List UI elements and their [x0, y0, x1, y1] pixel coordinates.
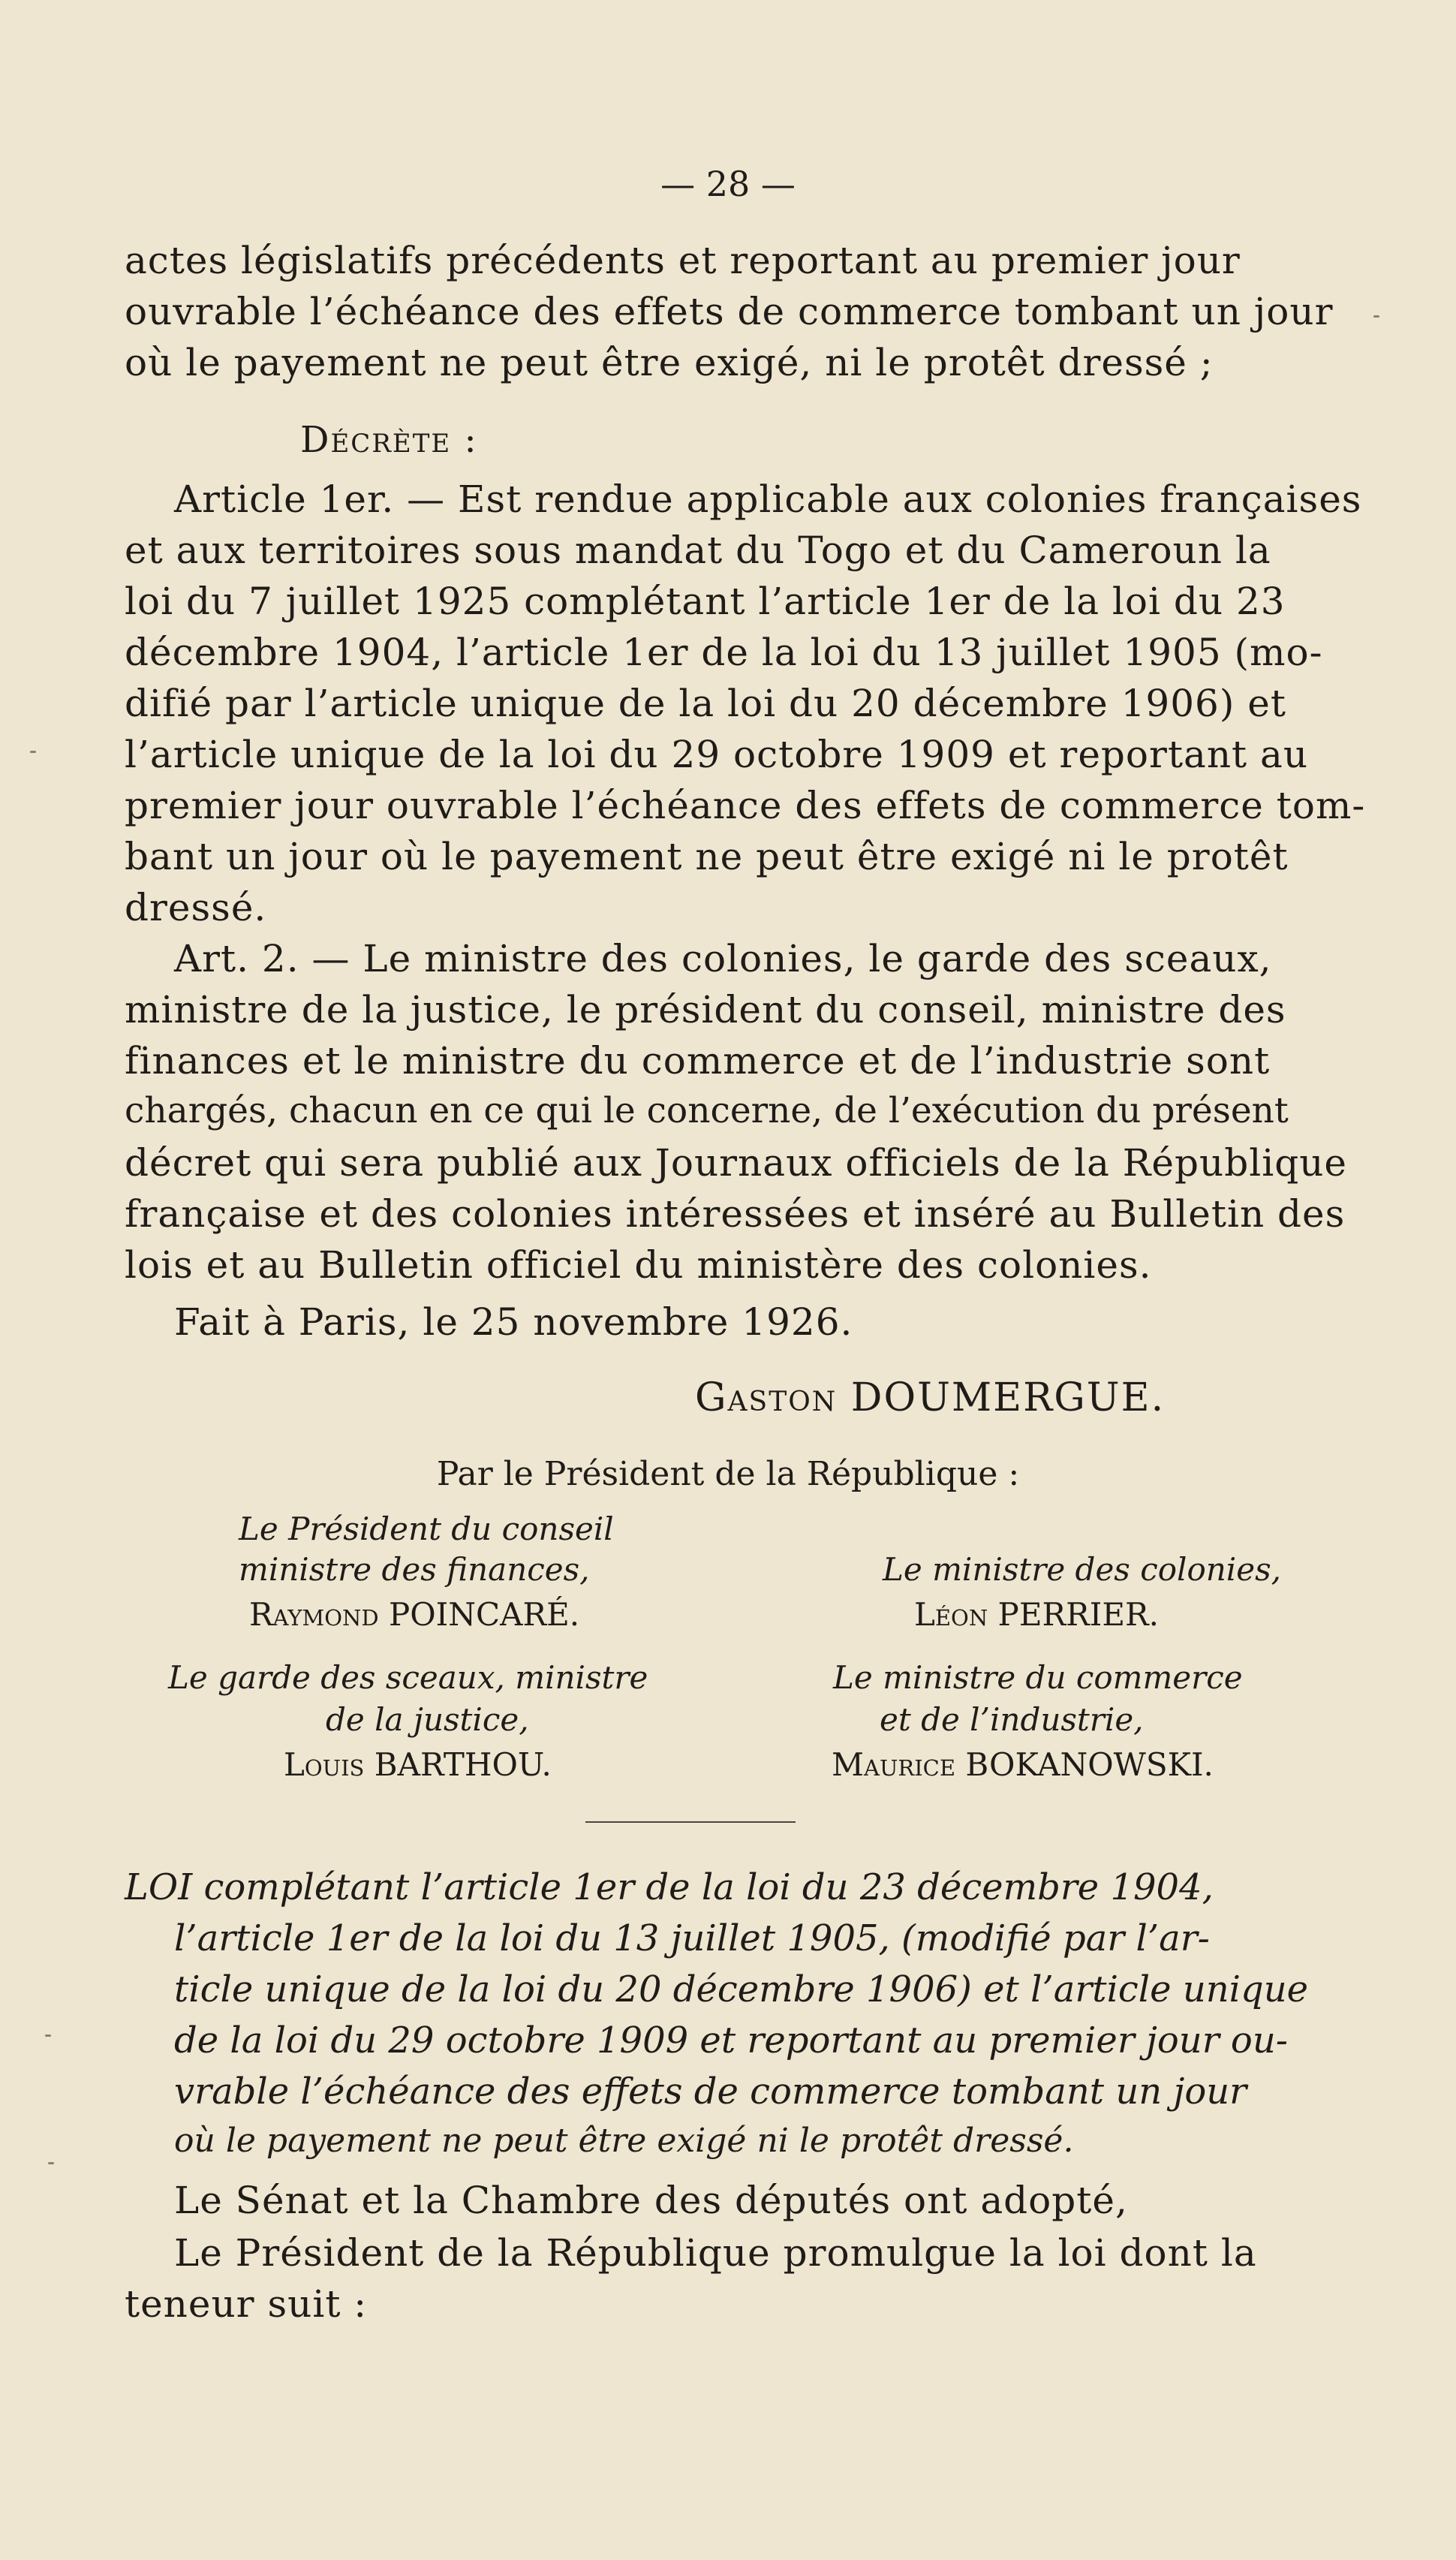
loi-title-line: l’article 1er de la loi du 13 juillet 1905, (modifié par l’ar-	[174, 1917, 1210, 1959]
loi-title-line: LOI complétant l’article 1er de la loi du 23 décembre 1904,	[125, 1866, 1214, 1908]
article2-line: ministre de la justice, le président du conseil, ministre des	[125, 988, 1286, 1032]
fait-a-paris: Fait à Paris, le 25 novembre 1926.	[174, 1300, 853, 1344]
article1-line: loi du 7 juillet 1925 complétant l’article 1er de la loi du 23	[125, 580, 1286, 623]
decrete-heading: Décrète :	[300, 419, 478, 461]
signature-left1-name: Raymond POINCARÉ.	[249, 1596, 580, 1633]
signature-left1-title: ministre des finances,	[239, 1551, 590, 1588]
preamble-line: ouvrable l’échéance des effets de commerce tombant un jour	[125, 290, 1334, 333]
article1-line: bant un jour où le payement ne peut être exigé ni le protêt	[125, 835, 1289, 878]
page-number: — 28 —	[660, 164, 796, 204]
signature-left1-title: Le Président du conseil	[239, 1510, 614, 1547]
article2-line: décret qui sera publié aux Journaux officiels de la République	[125, 1141, 1348, 1185]
loi-title-line: où le payement ne peut être exigé ni le protêt dressé.	[174, 2122, 1074, 2160]
loi-title-line: ticle unique de la loi du 20 décembre 1906) et l’article unique	[174, 1968, 1309, 2010]
signature-right2-title: Le ministre du commerce	[833, 1659, 1243, 1696]
article1-line: dressé.	[125, 886, 267, 929]
section-divider	[585, 1821, 796, 1823]
loi-title-line: vrable l’échéance des effets de commerce tombant un jour	[174, 2071, 1247, 2113]
article1-line: premier jour ouvrable l’échéance des effets de commerce tom-	[125, 784, 1366, 827]
article2-line: française et des colonies intéressées et inséré au Bulletin des	[125, 1192, 1346, 1236]
loi-title-line: de la loi du 29 octobre 1909 et reportant au premier jour ou-	[174, 2019, 1288, 2062]
signature-left2-title: Le garde des sceaux, ministre	[168, 1659, 648, 1696]
closing-line: Le Sénat et la Chambre des députés ont adopté,	[174, 2179, 1128, 2222]
signature-left2-name: Louis BARTHOU.	[284, 1746, 552, 1783]
closing-line: Le Président de la République promulgue la loi dont la	[174, 2231, 1257, 2275]
paper-speck	[45, 2034, 51, 2037]
signature-right1-title: Le ministre des colonies,	[883, 1551, 1281, 1588]
article1-line: décembre 1904, l’article 1er de la loi du 13 juillet 1905 (mo-	[125, 631, 1323, 674]
signatory-name: Gaston DOUMERGUE.	[695, 1375, 1166, 1420]
article1-line: Article 1er. — Est rendue applicable aux colonies françaises	[174, 477, 1362, 521]
article1-line: et aux territoires sous mandat du Togo et du Cameroun la	[125, 529, 1271, 572]
par-le-president: Par le Président de la République :	[436, 1455, 1020, 1493]
article2-line: chargés, chacun en ce qui le concerne, de l’exécution du présent	[125, 1090, 1289, 1131]
preamble-line: actes législatifs précédents et reportant au premier jour	[125, 239, 1241, 282]
article2-line: lois et au Bulletin officiel du ministère des colonies.	[125, 1243, 1152, 1287]
signature-right2-name: Maurice BOKANOWSKI.	[832, 1746, 1214, 1783]
article1-line: difié par l’article unique de la loi du 20 décembre 1906) et	[125, 682, 1286, 725]
article2-line: Art. 2. — Le ministre des colonies, le garde des sceaux,	[174, 937, 1272, 980]
closing-line: teneur suit :	[125, 2282, 368, 2326]
signature-right2-title: et de l’industrie,	[880, 1701, 1144, 1738]
paper-speck	[48, 2162, 54, 2164]
article2-line: finances et le ministre du commerce et de l’industrie sont	[125, 1039, 1271, 1083]
article1-line: l’article unique de la loi du 29 octobre 1909 et reportant au	[125, 733, 1309, 776]
preamble-line: où le payement ne peut être exigé, ni le protêt dressé ;	[125, 341, 1214, 384]
signature-right1-name: Léon PERRIER.	[914, 1596, 1159, 1633]
signature-left2-title: de la justice,	[326, 1701, 529, 1738]
paper-speck	[1373, 315, 1379, 318]
paper-speck	[30, 751, 36, 753]
